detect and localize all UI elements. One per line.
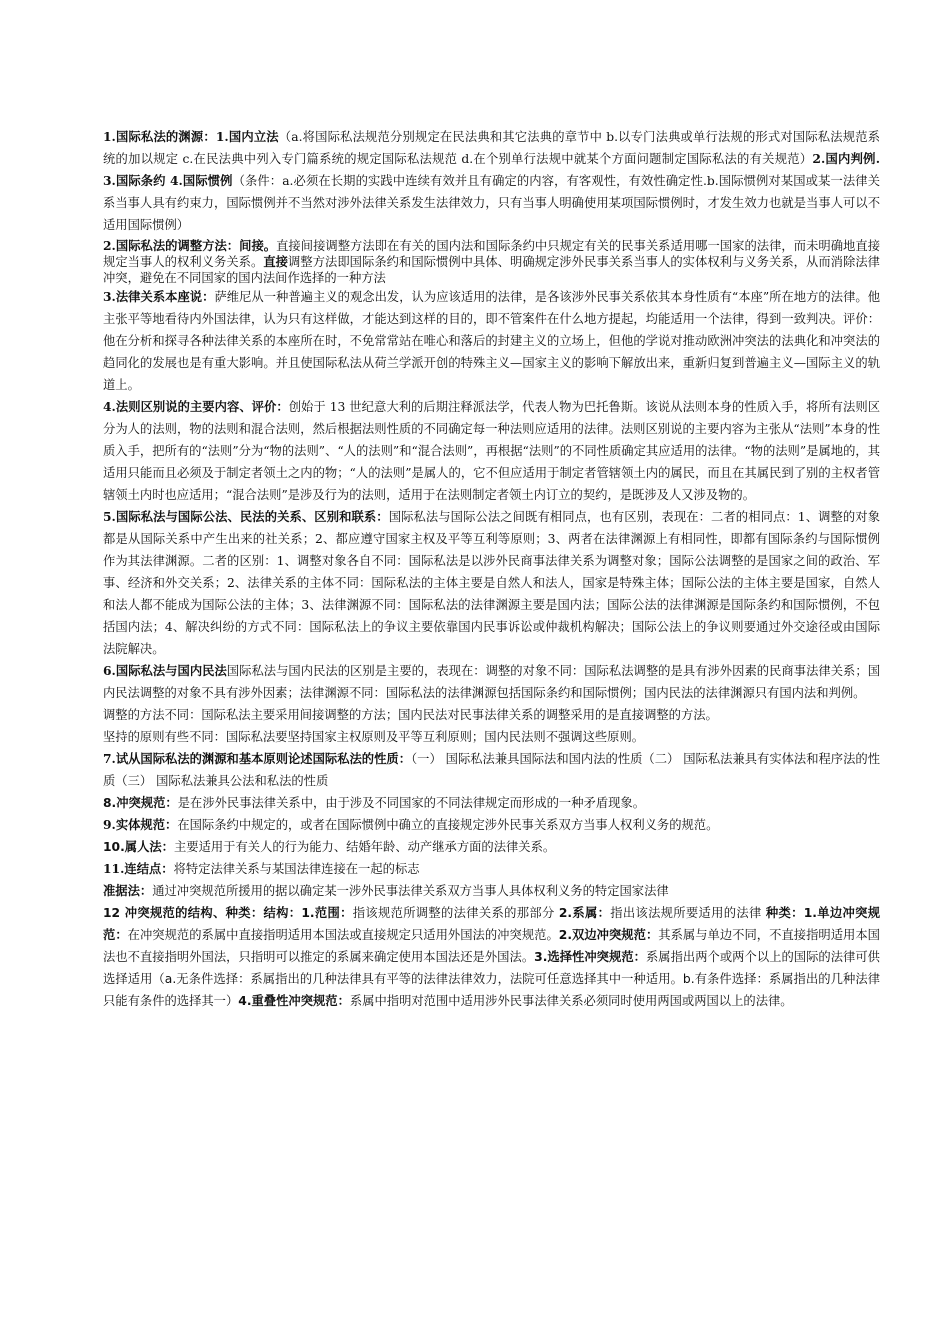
text-selective: 系属指出两个或两个以上的国际的法律可供选择适用（a.无条件选择：系属指出的几种法律具有平等的法律法律效力，法院可任意选择其中一种适用。b.有条件选择：系属指出的几种法律只能有条件的选择其一）: [103, 950, 880, 1008]
heading-sources: 1.国际私法的渊源：: [103, 129, 216, 144]
heading-adjustment-method: 2.国际私法的调整方法：间接。: [103, 238, 277, 253]
heading-cumulative: 4.重叠性冲突规范：: [238, 994, 350, 1008]
text-attribution: 指出该法规所要适用的法律: [610, 906, 766, 920]
heading-connecting-point: 11.连结点：: [103, 861, 174, 876]
paragraph-substantive-rule: [103, 814, 880, 836]
text-unilateral: 在冲突规范的系属中直接指明适用本国法或直接规定只适用外国法的冲突规范。: [127, 928, 559, 942]
paragraph-seat-theory: [103, 286, 880, 396]
text-cumulative: 系属中指明对范围中适用涉外民事法律关系必须同时使用两国或两国以上的法律。: [349, 994, 793, 1008]
paragraph-relation-civil-law: [103, 660, 880, 704]
heading-conflict-rule: 8.冲突规范：: [103, 796, 178, 810]
text-nature: （一） 国际私法兼具国际法和国内法的性质（二） 国际私法兼具有实体法和程序法的性质（三） 国际私法兼具公法和私法的性质: [103, 752, 880, 788]
heading-judgments-treaties-customs: 2.国内判例. 3.国际条约 4.国际惯例: [103, 151, 880, 188]
text-personal-law: 主要适用于有关人的行为能力、结婚年龄、动产继承方面的法律关系。: [173, 840, 556, 854]
heading-substantive-rule: 9.实体规范：: [103, 817, 178, 832]
paragraph-adjustment-method: [103, 238, 880, 286]
text-connecting-point: 将特定法律关系与某国法律连接在一起的标志: [173, 862, 420, 876]
paragraph-conflict-rule-structure: [103, 902, 880, 1012]
heading-types-unilateral: 种类：1.单边冲突规范：: [103, 906, 880, 942]
text-applicable-law: 通过冲突规范所援用的据以确定某一涉外民事法律关系双方当事人具体权利义务的特定国家法律: [152, 884, 669, 898]
paragraph-conflict-rule: [103, 792, 880, 814]
heading-applicable-law: 准据法：: [103, 884, 153, 898]
heading-nature: 7.试从国际私法的渊源和基本原则论述国际私法的性质：: [103, 751, 411, 766]
heading-bilateral: 2.双边冲突规范：: [558, 928, 659, 942]
heading-domestic-legislation: 1.国内立法: [215, 129, 279, 144]
paragraph-sources: [103, 126, 880, 236]
heading-personal-law: 10.属人法：: [103, 840, 174, 854]
text-substantive-rule: 在国际条约中规定的，或者在国际惯例中确立的直接规定涉外民事关系双方当事人权利义务的规范。: [177, 818, 719, 832]
text-seat-theory: 萨维尼从一种普遍主义的观念出发，认为应该适用的法律，是各该涉外民事关系依其本身性质有“本座”所在地方的法律。他主张平等地看待内外国法律，认为只有这样做，才能达到这样的目的，即不管案件在什么地方提起，均能适用一个法律，得到一致判决。评价：他在分析和探寻各种法律关系的本座所在时，不免常常站在唯心和落后的封建主义的立场上，但他的学说对推动欧洲冲突法的法典化和冲突法的趋同化的发展也是有重大影响。并且使国际私法从荷兰学派开创的特殊主义—国家主义的影响下解放出来，重新归复到普遍主义—国际主义的轨道上。: [103, 290, 881, 392]
text-domestic-legislation: （a.将国际私法规范分别规定在民法典和其它法典的章节中 b.以专门法典或单行法规的形式对国际私法规范系统的加以规定 c.在民法典中列入专门篇系统的规定国际私法规范 d.在个别单行法规中就某个方面问题制定国际私法的有关规范）: [103, 130, 881, 166]
text-relation-public-law: 国际私法与国际公法之间既有相同点，也有区别，表现在：二者的相同点：1、调整的对象都是从国际关系中产生出来的社关系；2、都应遵守国家主权及平等互利等原则；3、两者在法律渊源上有相同性，即都有国际条约与国际惯例作为其法律渊源。二者的区别：1、调整对象各自不同：国际私法是以涉外民商事法律关系为调整对象；国际公法调整的是国家之间的政治、军事、经济和外交关系；2、法律关系的主体不同：国际私法的主体主要是自然人和法人，国家是特殊主体；国际公法的主体主要是国家，自然人和法人都不能成为国际公法的主体；3、法律渊源不同：国际私法的法律渊源主要是国内法；国际公法的法律渊源是国际条约和国际惯例，不包括国内法；4、解决纠纷的方式不同：国际私法上的争议主要依靠国内民事诉讼或仲裁机构解决；国际公法上的争议则要通过外交途径或由国际法院解决。: [103, 510, 881, 656]
text-conflict-rule: 是在涉外民事法律关系中，由于涉及不同国家的不同法律规定而形成的一种矛盾现象。: [177, 796, 646, 810]
text-relation-civil-law: 国际私法与国内民法的区别是主要的，表现在：调整的对象不同：国际私法调整的是具有涉外因素的民商事法律关系；国内民法调整的对象不具有涉外因素；法律渊源不同：国际私法的法律渊源包括国际条约和国际惯例；国内民法的法律渊源只有国内法和判例。: [103, 664, 880, 700]
paragraph-applicable-law: [103, 880, 880, 902]
text-direct-method: 调整方法即国际条约和国际惯例中具体、明确规定涉外民事关系当事人的实体权利与义务关系，从而消除法律冲突，避免在不同国家的国内法间作选择的一种方法: [103, 255, 880, 285]
heading-attribution: 2.系属：: [558, 906, 611, 920]
paragraph-connecting-point: [103, 858, 880, 880]
heading-selective: 3.选择性冲突规范：: [534, 950, 646, 964]
paragraph-nature: [103, 748, 880, 792]
text-scope: 指该规范所调整的法律关系的那部分: [352, 906, 559, 920]
document-page: [103, 126, 880, 1012]
text-bilateral: 其系属与单边不同，不直接指明适用本国法也不直接指明外国法，只指明可以推定的系属来确定使用本国法还是外国法。: [103, 928, 880, 964]
paragraph-statute-theory: [103, 396, 880, 506]
paragraph-method-difference: 调整的方法不同：国际私法主要采用间接调整的方法；国内民法对民事法律关系的调整采用的是直接调整的方法。: [103, 708, 718, 722]
paragraph-principle-difference: 坚持的原则有些不同：国际私法要坚持国家主权原则及平等互利原则；国内民法则不强调这些原则。: [103, 730, 645, 744]
heading-statute-theory: 4.法则区别说的主要内容、评价：: [103, 399, 289, 414]
text-statute-theory: 创始于 13 世纪意大利的后期注释派法学，代表人物为巴托鲁斯。该说从法则本身的性质入手，将所有法则区分为人的法则，物的法则和混合法则，然后根据法则性质的不同确定每一种法则应适用的法律。法则区别说的主要内容为主张从“法则”本身的性质入手，把所有的“法则”分为“物的法则”、“人的法则”和“混合法则”，再根据“法则”的不同性质确定其应适用的法律。“物的法则”是属地的，其适用只能而且必须及于制定者领土之内的物；“人的法则”是属人的，它不但应适用于制定者管辖领土内的属民，而且在其属民到了别的主权者管辖领土内时也应适用；“混合法则”是涉及行为的法则，适用于在法则制定者领土内订立的契约，是既涉及人又涉及物的。: [103, 400, 881, 502]
paragraph-personal-law: [103, 836, 880, 858]
heading-relation-public-law: 5.国际私法与国际公法、民法的关系、区别和联系：: [103, 509, 389, 524]
paragraph-relation-public-law: [103, 506, 880, 660]
heading-seat-theory: 3.法律关系本座说：: [103, 289, 215, 304]
heading-structure-scope: 12 冲突规范的结构、种类：结构：1.范围：: [103, 906, 353, 920]
heading-direct: 直接: [263, 254, 289, 269]
text-international-custom: （条件：a.必须在长期的实践中连续有效并且有确定的内容，有客观性，有效性确定性.b.国际惯例对某国或某一法律关系当事人具有约束力，国际惯例并不当然对涉外法律关系发生法律效力，只有当事人明确使用某项国际惯例时，才发生效力也就是当事人可以不适用国际惯例）: [103, 174, 880, 232]
heading-relation-civil-law: 6.国际私法与国内民法: [103, 663, 227, 678]
text-indirect-method: 直接间接调整方法即在有关的国内法和国际条约中只规定有关的民事关系适用哪一国家的法律，而未明确地直接规定当事人的权利义务关系。: [103, 239, 880, 269]
